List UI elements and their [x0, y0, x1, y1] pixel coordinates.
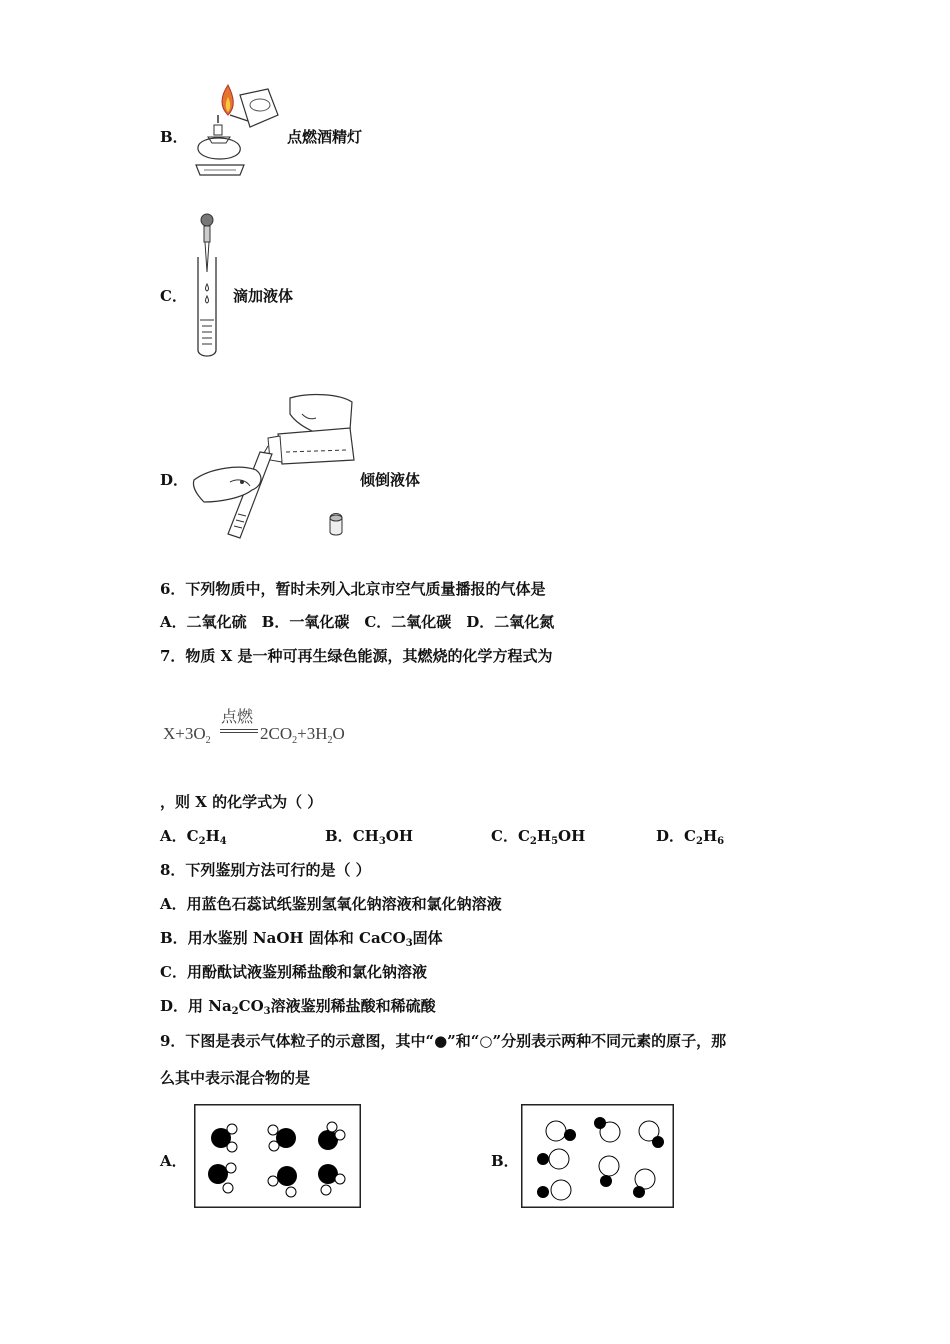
q9-label-a: A．: [160, 1152, 187, 1170]
q7-stem: 7．物质 X 是一种可再生绿色能源，其燃烧的化学方程式为: [160, 647, 553, 665]
eq-right-c: O: [332, 724, 345, 743]
eq-right-a: 2CO: [260, 724, 293, 743]
option-d-text: 倾倒液体: [360, 471, 421, 489]
q6-options: A．二氧化硫 B．一氧化碳 C．二氧化碳 D．二氧化氮: [160, 613, 555, 631]
eq-right-a-sub: 2: [292, 735, 298, 746]
option-b-text: 点燃酒精灯: [287, 128, 363, 146]
q7-option-a: A．$C_2H_4$: [160, 827, 227, 847]
q9-diagram-a: [194, 1104, 361, 1208]
q8-option-d: D．用 $Na_2CO_3$溶液鉴别稀盐酸和稀硫酸: [160, 997, 436, 1017]
option-b-letter: B．: [160, 128, 188, 146]
eq-left-sub: 2: [205, 735, 211, 746]
alcohol-lamp-lighting-image: [190, 75, 285, 185]
dropper-test-tube-image: [190, 212, 225, 362]
q6-stem: 6．下列物质中，暂时未列入北京市空气质量播报的气体是: [160, 580, 546, 598]
eq-left: X+3O: [163, 724, 206, 743]
eq-right-b-sub: 2: [327, 735, 333, 746]
option-c-letter: C．: [160, 287, 187, 305]
eq-right-b: +3H: [297, 724, 328, 743]
q9-stem-line2: 么其中表示混合物的是: [160, 1069, 311, 1087]
q9-diagram-b: [521, 1104, 674, 1208]
q7-equation: [163, 704, 463, 754]
q8-stem: 8．下列鉴别方法可行的是（ ）: [160, 861, 371, 879]
option-c-text: 滴加液体: [233, 287, 294, 305]
q9-stem-line1: 9．下图是表示气体粒子的示意图，其中“●”和“○”分别表示两种不同元素的原子，那: [160, 1032, 727, 1050]
q8-option-a: A．用蓝色石蕊试纸鉴别氢氧化钠溶液和氯化钠溶液: [160, 895, 502, 913]
q7-option-c: C．$C_2H_5OH$: [491, 827, 586, 847]
q8-option-c: C．用酚酞试液鉴别稀盐酸和氯化钠溶液: [160, 963, 427, 981]
q7-option-d: D．$C_2H_6$: [656, 827, 725, 847]
q7-follow: ，则 X 的化学式为（ ）: [160, 793, 323, 811]
q8-option-b: B．用水鉴别 NaOH 固体和 CaCO$_3$固体: [160, 929, 443, 949]
q9-label-b: B．: [491, 1152, 519, 1170]
option-d-letter: D．: [160, 471, 189, 489]
q7-option-b: B．$CH_3OH$: [325, 827, 414, 847]
eq-condition: 点燃: [221, 709, 254, 726]
pouring-liquid-image: [190, 390, 365, 545]
